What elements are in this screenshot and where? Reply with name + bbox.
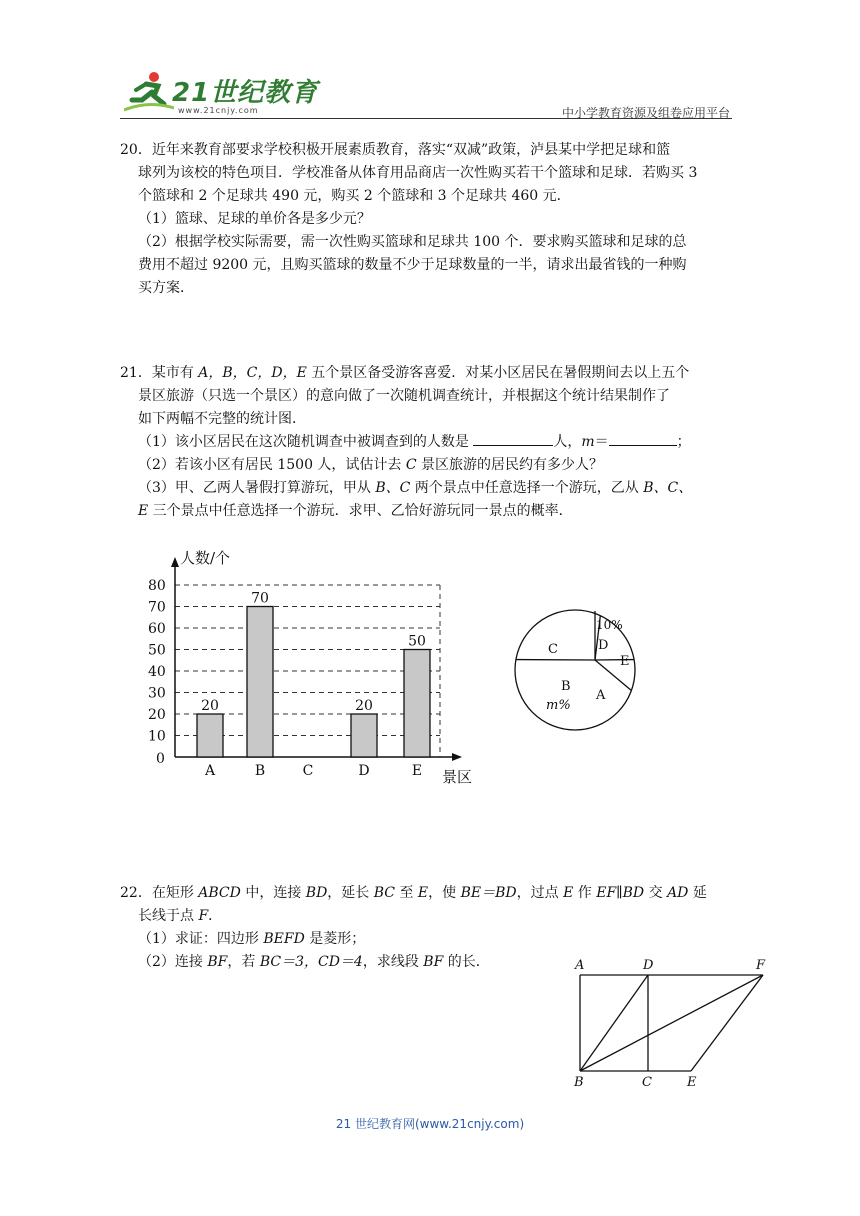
data-label: 20 [201,698,219,714]
bar [351,714,377,757]
slice-label-c: C [548,642,558,657]
q21-line-1: 21．某市有 A，B，C，D，E 五个景区备受游客喜爱．对某小区居民在暑假期间去以上五个 [120,365,690,381]
q20-part-2-line-2: 费用不超过 9200 元，且购买篮球的数量不少于足球数量的一半，请求出最省钱的一种购 [138,257,687,273]
q21-part-1: （1）该小区居民在这次随机调查中被调查到的人数是 人，m＝ ； [120,431,740,454]
q22-line-1: 22．在矩形 ABCD 中，连接 BD，延长 BC 至 E，使 BE＝BD，过点 E 作 EF∥BD 交 AD 延 [120,885,707,901]
x-tick-label: D [358,763,370,779]
slice-label-e: E [620,654,630,669]
y-tick-label: 70 [148,599,166,616]
y-tick-label: 50 [148,642,166,659]
bar [404,650,430,758]
bar [247,607,273,758]
point-a-label: A [575,958,585,973]
q22-part-2: （2）连接 BF，若 BC＝3，CD＝4，求线段 BF 的长． [138,954,490,970]
point-b-label: B [574,1075,584,1090]
slice-label-d: D [598,638,609,653]
point-d-label: D [643,958,654,973]
q21-line-2: 景区旅游（只选一个景区）的意向做了一次随机调查统计，并根据这个统计结果制作了 [138,388,670,404]
logo-url: www.21cnjy.com [178,106,259,115]
rhombus-figure [570,955,775,1090]
question-20 [120,139,740,300]
q20-line-1: 20．近年来教育部要求学校积极开展素质教育，落实“双减”政策，泸县某中学把足球和篮 [120,142,671,158]
q21-part-3-line-1: （3）甲、乙两人暑假打算游玩，甲从 B、C 两个景点中任意选择一个游玩，乙从 B、C、 [138,480,693,496]
q21-part-2: （2）若该小区有居民 1500 人，试估计去 C 景区旅游的居民约有多少人？ [138,457,604,473]
pie-chart [510,605,640,735]
data-label: 20 [355,698,373,714]
q20-part-1: （1）篮球、足球的单价各是多少元？ [138,211,371,227]
q21-line-3: 如下两幅不完整的统计图． [138,411,306,427]
x-axis-arrow [452,753,462,761]
answer-blank-count [473,431,553,446]
runner-logo-icon [124,70,174,114]
data-label: 50 [408,633,426,650]
q22-part-1: （1）求证：四边形 BEFD 是菱形； [138,931,366,947]
question-21 [120,362,740,523]
answer-blank-m [609,431,677,446]
x-axis-label: 景区 [442,768,473,786]
y-axis-arrow [171,557,179,567]
point-c-label: C [642,1075,652,1090]
y-tick-label: 60 [148,621,166,637]
logo-text: 21世纪教育 [172,78,319,108]
q20-part-2-line-1: （2）根据学校实际需要，需一次性购买篮球和足球共 100 个．要求购买篮球和足球的总 [138,234,687,250]
q20-part-2-line-3: 买方案． [138,280,194,296]
header-platform-name: 中小学教育资源及组卷应用平台 [561,106,730,120]
slice-label-a: A [596,688,606,703]
q21-part-3-line-2: E 三个景点中任意选择一个游玩．求甲、乙恰好游玩同一景点的概率． [138,503,573,519]
segment-ef [691,975,763,1071]
segment-bf [580,975,763,1071]
segment-bd [580,975,648,1071]
page-header [120,66,730,118]
page-footer: 21 世纪教育网(www.21cnjy.com) [335,1117,525,1131]
header-divider [120,118,732,119]
y-tick-label: 80 [148,578,166,594]
slice-annotation-d: 10% [596,618,623,632]
bar-chart [130,545,480,790]
x-tick-label: C [302,763,314,779]
data-label: 70 [251,590,269,607]
point-f-label: F [756,958,766,973]
q20-line-2: 球列为该校的特色项目．学校准备从体育用品商店一次性购买若干个篮球和足球．若购买 3 [138,165,698,181]
x-tick-label: E [411,763,423,779]
x-tick-label: A [204,763,216,779]
slice-label-b: B [561,679,571,694]
point-e-label: E [687,1075,697,1090]
x-tick-label: B [254,763,266,779]
y-tick-label: 20 [148,707,166,723]
q20-line-3: 个篮球和 2 个足球共 490 元，购买 2 个篮球和 3 个足球共 460 元． [138,188,571,204]
y-tick-label: 10 [148,728,166,745]
q22-line-2: 长线于点 F． [138,908,223,924]
y-tick-label: 30 [148,685,166,702]
bar [197,714,223,757]
y-tick-label: 0 [156,751,165,767]
y-tick-label: 40 [148,664,166,680]
slice-annotation-b: m% [546,698,571,713]
y-axis-label: 人数/个 [180,549,231,567]
